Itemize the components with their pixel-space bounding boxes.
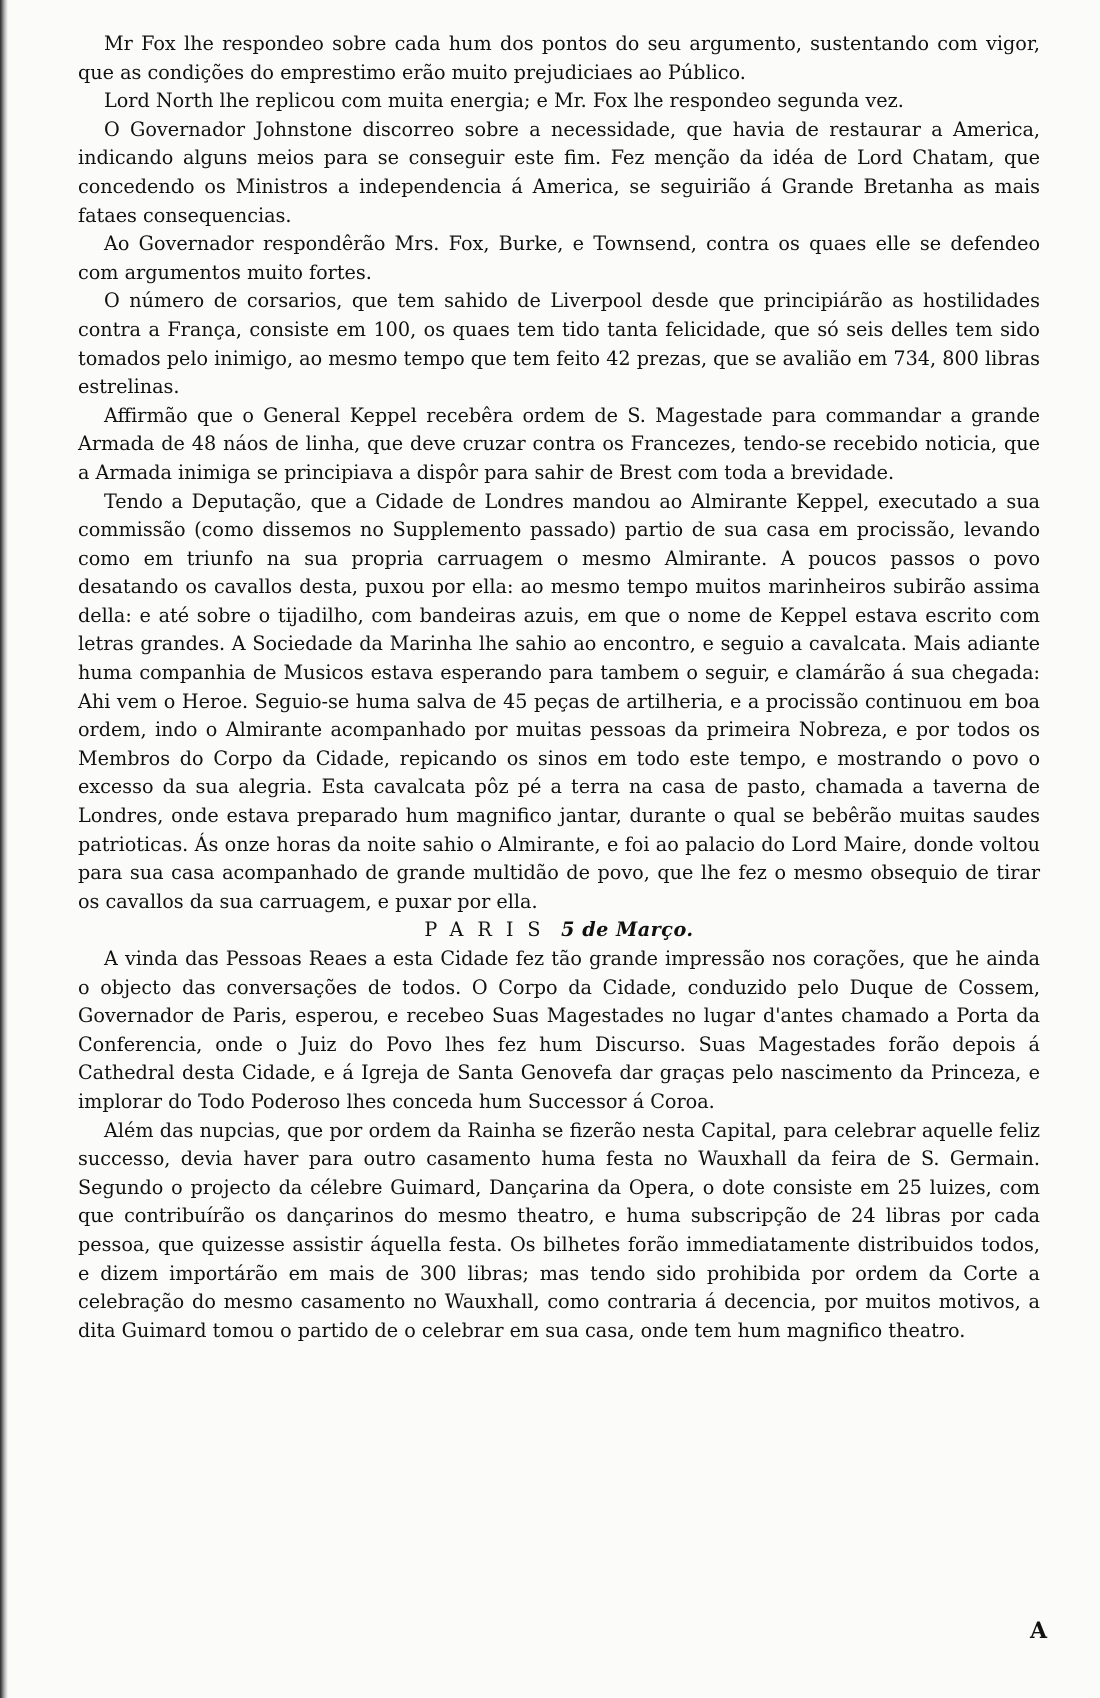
paragraph-johnstone: O Governador Johnstone discorreo sobre a necessidade, que havia de restaurar a America, indicando alguns meios para se conseguir este fim. Fez menção da idéa de Lord Chatam, que concedendo os Ministros a independencia á America, se seguirião á Grande Bretanha as mais fataes consequencias.	[78, 117, 1040, 227]
dateline-place: PARIS	[424, 918, 555, 942]
page-edge-shadow	[0, 0, 8, 1698]
dateline-heading	[78, 916, 1040, 945]
catchword: A	[1030, 1618, 1048, 1644]
paragraph-replies-to-governor: Ao Governador respondêrão Mrs. Fox, Burke, e Townsend, contra os quaes elle se defendeo com argumentos muito fortes.	[78, 232, 1040, 284]
paragraph-fox-reply: Mr Fox lhe respondeo sobre cada hum dos pontos do seu argumento, sustentando com vigor, que as condições do emprestimo erão muito prejudiciaes ao Público.	[78, 32, 1040, 84]
paragraph-liverpool-privateers: O número de corsarios, que tem sahido de Liverpool desde que principiárão as hostilidades contra a França, consiste em 100, os quaes tem tido tanta felicidade, que só seis delles tem sido tomados pelo inimigo, ao mesmo tempo que tem feito 42 prezas, que se avalião em 734, 800 libras estrelinas.	[78, 289, 1040, 399]
dateline-date: 5 de Março.	[561, 918, 694, 942]
article-text	[78, 30, 1040, 1345]
paragraph-guimard-wedding: Além das nupcias, que por ordem da Rainha se fizerão nesta Capital, para celebrar aquelle feliz successo, devia haver para outro casamento huma festa no Wauxhall da feira de S. Germain. Segundo o projecto da célebre Guimard, Dançarina da Opera, o dote consiste em 25 luizes, com que contribuírão os dançarinos do mesmo theatro, e huma subscripção de 24 libras por cada pessoa, que quizesse assistir áquella festa. Os bilhetes forão immediatamente distribuidos todos, e dizem importárão em mais de 300 libras; mas tendo sido prohibida por ordem da Corte a celebração do mesmo casamento no Wauxhall, como contraria á decencia, por muitos motivos, a dita Guimard tomou o partido de o celebrar em sua casa, onde tem hum magnifico theatro.	[78, 1118, 1040, 1342]
paragraph-royal-visit: A vinda das Pessoas Reaes a esta Cidade fez tão grande impressão nos corações, que he ainda o objecto das conversações de todos. O Corpo da Cidade, conduzido pelo Duque de Cossem, Governador de Paris, esperou, e recebeo Suas Magestades no lugar d'antes chamado a Porta da Conferencia, onde o Juiz do Povo lhes fez hum Discurso. Suas Magestades forão depois á Cathedral desta Cidade, e á Igreja de Santa Genovefa dar graças pelo nascimento da Princeza, e implorar do Todo Poderoso lhes conceda hum Successor á Coroa.	[78, 947, 1040, 1113]
paragraph-keppel-procession: Tendo a Deputação, que a Cidade de Londres mandou ao Almirante Keppel, executado a sua commissão (como dissemos no Supplemento passado) partio de sua casa em procissão, levando como em triunfo na sua propria carruagem o mesmo Almirante. A poucos passos o povo desatando os cavallos desta, puxou por ella: ao mesmo tempo muitos marinheiros subirão assima della: e até sobre o tijadilho, com bandeiras azuis, em que o nome de Keppel estava escrito com letras grandes. A Sociedade da Marinha lhe sahio ao encontro, e seguio a cavalcata. Mais adiante huma companhia de Musicos estava esperando para tambem o seguir, e clamárão á sua chegada: Ahi vem o Heroe. Seguio-se huma salva de 45 peças de artilheria, e a procissão continuou em boa ordem, indo o Almirante acompanhado por muitas pessoas da primeira Nobreza, e por todos os Membros do Corpo da Cidade, repicando os sinos em todo este tempo, e mostrando o povo o excesso da sua alegria. Esta cavalcata pôz pé a terra na casa de pasto, chamada a taverna de Londres, onde estava preparado hum magnifico jantar, durante o qual se bebêrão muitas saudes patrioticas. Ás onze horas da noite sahio o Almirante, e foi ao palacio do Lord Maire, donde voltou para sua casa acompanhado de grande multidão de povo, que lhe fez o mesmo obsequio de tirar os cavallos da sua carruagem, e puxar por ella.	[78, 489, 1040, 913]
paragraph-keppel-command: Affirmão que o General Keppel recebêra ordem de S. Magestade para commandar a grande Armada de 48 náos de linha, que deve cruzar contra os Francezes, tendo-se recebido noticia, que a Armada inimiga se principiava a dispôr para sahir de Brest com toda a brevidade.	[78, 403, 1040, 484]
paragraph-lord-north: Lord North lhe replicou com muita energia; e Mr. Fox lhe respondeo segunda vez.	[104, 89, 904, 113]
